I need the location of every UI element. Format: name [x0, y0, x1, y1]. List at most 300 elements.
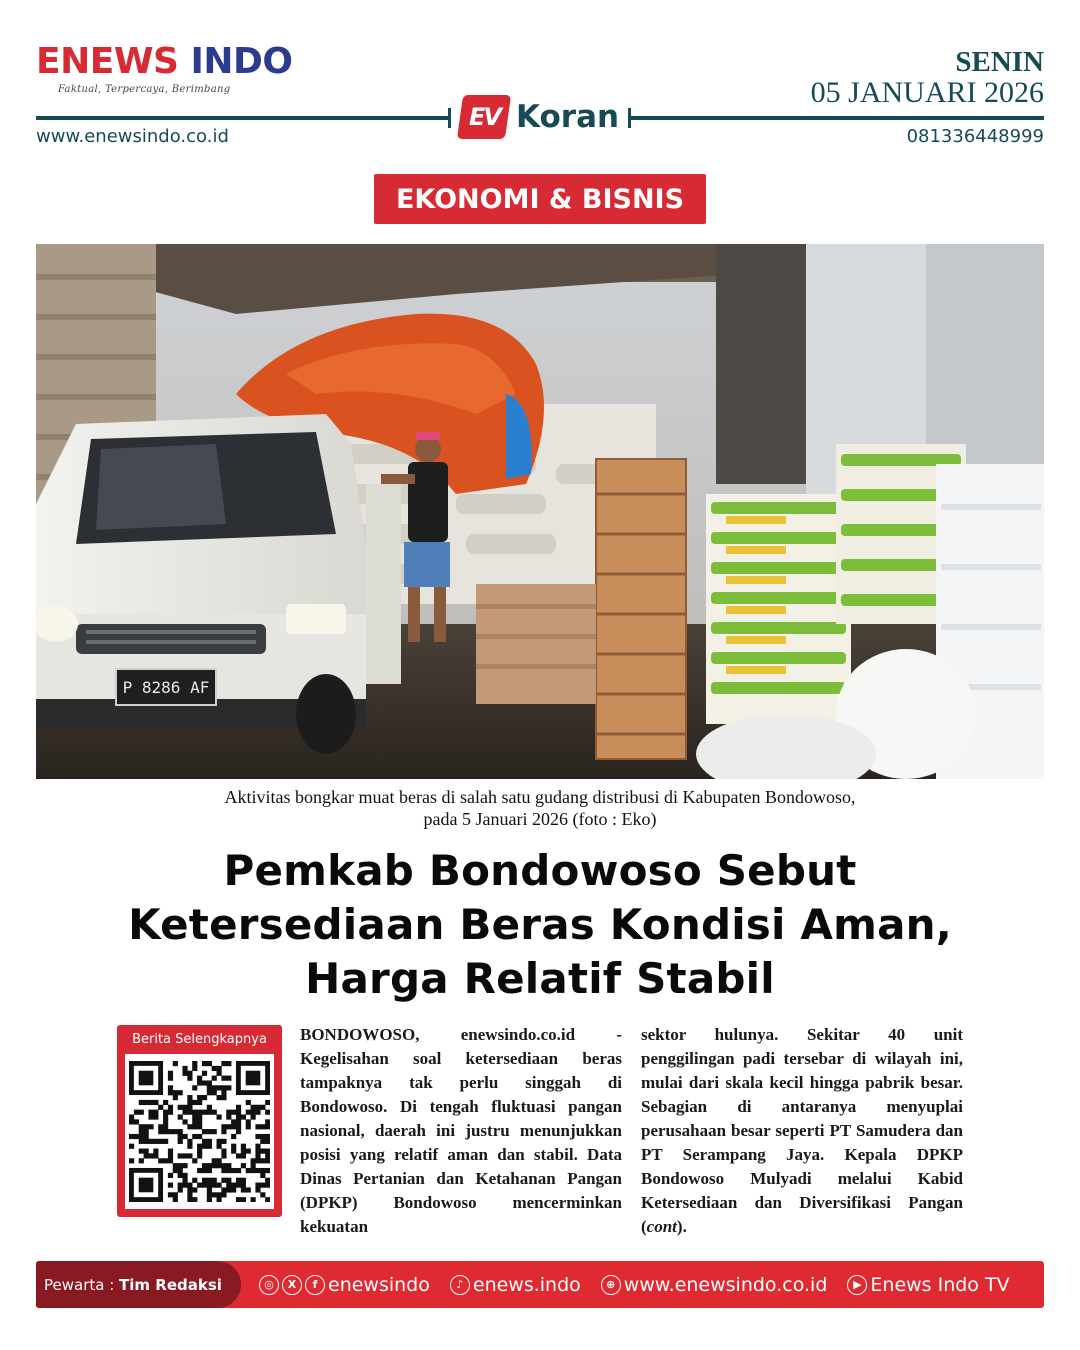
qr-module — [241, 1163, 246, 1168]
qr-module — [202, 1183, 207, 1188]
headline-line3: Harga Relatif Stabil — [305, 954, 775, 1003]
qr-module — [260, 1139, 265, 1144]
qr-module — [148, 1100, 153, 1105]
qr-module — [241, 1144, 246, 1149]
qr-module — [187, 1110, 192, 1115]
qr-module — [168, 1085, 173, 1090]
footer-website[interactable]: www.enewsindo.co.id — [623, 1273, 828, 1296]
qr-module — [212, 1076, 217, 1081]
qr-module — [178, 1090, 183, 1095]
qr-module — [217, 1197, 222, 1202]
qr-module — [212, 1178, 217, 1183]
qr-module — [182, 1105, 187, 1110]
qr-module — [139, 1100, 144, 1105]
qr-module — [260, 1149, 265, 1154]
qr-finder — [246, 1071, 261, 1086]
qr-module — [197, 1080, 202, 1085]
qr-module — [221, 1085, 226, 1090]
qr-module — [221, 1192, 226, 1197]
qr-module — [187, 1105, 192, 1110]
qr-module — [236, 1183, 241, 1188]
qr-module — [207, 1139, 212, 1144]
qr-module — [197, 1110, 202, 1115]
qr-module — [178, 1105, 183, 1110]
qr-module — [246, 1168, 251, 1173]
qr-module — [192, 1100, 197, 1105]
qr-module — [182, 1119, 187, 1124]
qr-module — [260, 1105, 265, 1110]
qr-module — [202, 1110, 207, 1115]
qr-module — [148, 1114, 153, 1119]
qr-module — [236, 1114, 241, 1119]
qr-module — [168, 1076, 173, 1081]
qr-module — [202, 1139, 207, 1144]
qr-module — [148, 1153, 153, 1158]
qr-module — [202, 1168, 207, 1173]
qr-module — [187, 1153, 192, 1158]
qr-module — [163, 1158, 168, 1163]
issue-date — [811, 48, 1044, 108]
reporter-name: Tim Redaksi — [119, 1275, 222, 1294]
phone-number: 081336448999 — [906, 126, 1044, 147]
brand-name — [36, 41, 293, 82]
qr-module — [187, 1139, 192, 1144]
divider-cap-left — [448, 108, 451, 128]
qr-module — [255, 1149, 260, 1154]
youtube-icon[interactable]: ▶ — [847, 1275, 867, 1295]
qr-module — [265, 1153, 270, 1158]
qr-module — [265, 1119, 270, 1124]
qr-module — [129, 1134, 134, 1139]
qr-module — [255, 1168, 260, 1173]
qr-module — [236, 1110, 241, 1115]
qr-module — [221, 1149, 226, 1154]
qr-module — [144, 1139, 149, 1144]
qr-module — [173, 1192, 178, 1197]
qr-module — [192, 1134, 197, 1139]
qr-module — [241, 1178, 246, 1183]
qr-module — [178, 1163, 183, 1168]
qr-module — [207, 1110, 212, 1115]
qr-module — [173, 1129, 178, 1134]
qr-module — [217, 1071, 222, 1076]
qr-module — [241, 1114, 246, 1119]
qr-module — [182, 1173, 187, 1178]
article-column-1: BONDOWOSO, enewsindo.co.id - Kegelisahan soal ketersediaan beras tampaknya tak perlu singgah di Bondowoso. Di tengah fluktuasi pangan nasional, daerah ini justru menunjukkan posisi yang relatif aman dan stabil. Data Dinas Pertanian dan Ketahanan Pangan (DPKP) Bondowoso mencerminkan kekuatan — [300, 1025, 622, 1236]
qr-module — [236, 1168, 241, 1173]
qr-module — [168, 1110, 173, 1115]
qr-module — [187, 1124, 192, 1129]
qr-module — [158, 1129, 163, 1134]
qr-module — [207, 1187, 212, 1192]
qr-module — [265, 1158, 270, 1163]
instagram-icon[interactable]: ◎ — [259, 1275, 279, 1295]
category-badge: EKONOMI & BISNIS — [374, 174, 706, 224]
qr-module — [226, 1110, 231, 1115]
qr-module — [148, 1110, 153, 1115]
tiktok-icon[interactable]: ♪ — [450, 1275, 470, 1295]
qr-module — [207, 1168, 212, 1173]
qr-module — [192, 1085, 197, 1090]
qr-finder — [139, 1071, 154, 1086]
qr-module — [197, 1114, 202, 1119]
qr-module — [221, 1061, 226, 1066]
qr-module — [207, 1163, 212, 1168]
qr-module — [207, 1129, 212, 1134]
qr-module — [231, 1187, 236, 1192]
qr-module — [221, 1095, 226, 1100]
qr-module — [197, 1095, 202, 1100]
tiktok-link[interactable] — [450, 1274, 581, 1296]
photo-caption-line2: pada 5 Januari 2026 (foto : Eko) — [423, 809, 657, 829]
qr-module — [265, 1183, 270, 1188]
qr-module — [265, 1149, 270, 1154]
qr-module — [163, 1139, 168, 1144]
qr-module — [255, 1134, 260, 1139]
qr-code-icon[interactable] — [125, 1054, 274, 1209]
facebook-icon[interactable]: f — [305, 1275, 325, 1295]
qr-code-panel[interactable] — [117, 1025, 282, 1217]
qr-module — [182, 1183, 187, 1188]
qr-module — [129, 1158, 134, 1163]
qr-module — [246, 1187, 251, 1192]
qr-module — [158, 1124, 163, 1129]
youtube-channel[interactable]: Enews Indo TV — [870, 1273, 1010, 1296]
qr-module — [197, 1144, 202, 1149]
qr-module — [255, 1183, 260, 1188]
qr-module — [202, 1071, 207, 1076]
qr-module — [197, 1124, 202, 1129]
qr-module — [255, 1144, 260, 1149]
qr-module — [173, 1163, 178, 1168]
qr-module — [197, 1100, 202, 1105]
qr-module — [226, 1124, 231, 1129]
qr-module — [217, 1144, 222, 1149]
qr-module — [255, 1105, 260, 1110]
qr-module — [158, 1158, 163, 1163]
qr-module — [212, 1066, 217, 1071]
qr-module — [178, 1183, 183, 1188]
qr-module — [168, 1173, 173, 1178]
qr-module — [153, 1153, 158, 1158]
qr-module — [202, 1178, 207, 1183]
qr-module — [212, 1129, 217, 1134]
qr-module — [217, 1139, 222, 1144]
qr-module — [134, 1119, 139, 1124]
qr-module — [212, 1085, 217, 1090]
qr-module — [178, 1129, 183, 1134]
qr-module — [153, 1110, 158, 1115]
qr-module — [182, 1066, 187, 1071]
qr-module — [192, 1119, 197, 1124]
divider-cap-right — [628, 108, 631, 128]
qr-module — [187, 1076, 192, 1081]
brand-name-part1: ENEWS — [36, 41, 179, 82]
qr-module — [241, 1153, 246, 1158]
qr-module — [255, 1158, 260, 1163]
qr-module — [182, 1178, 187, 1183]
qr-module — [144, 1129, 149, 1134]
qr-module — [182, 1163, 187, 1168]
divider-right — [630, 116, 1044, 120]
qr-module — [265, 1110, 270, 1115]
qr-module — [207, 1183, 212, 1188]
qr-module — [129, 1114, 134, 1119]
qr-module — [192, 1197, 197, 1202]
qr-module — [168, 1105, 173, 1110]
qr-module — [202, 1129, 207, 1134]
qr-module — [168, 1149, 173, 1154]
qr-module — [231, 1149, 236, 1154]
qr-module — [207, 1061, 212, 1066]
qr-module — [139, 1129, 144, 1134]
youtube-link[interactable] — [847, 1274, 1009, 1296]
qr-module — [260, 1173, 265, 1178]
qr-module — [221, 1124, 226, 1129]
qr-module — [187, 1192, 192, 1197]
qr-module — [255, 1124, 260, 1129]
qr-module — [221, 1090, 226, 1095]
reporter-credit — [36, 1261, 241, 1308]
qr-module — [251, 1197, 256, 1202]
qr-module — [221, 1076, 226, 1081]
qr-module — [148, 1124, 153, 1129]
qr-module — [260, 1158, 265, 1163]
issue-date-full: 05 JANUARI 2026 — [810, 76, 1044, 109]
qr-module — [148, 1139, 153, 1144]
qr-module — [217, 1163, 222, 1168]
qr-module — [192, 1061, 197, 1066]
qr-module — [178, 1114, 183, 1119]
qr-module — [207, 1192, 212, 1197]
qr-module — [236, 1197, 241, 1202]
website-link[interactable] — [601, 1274, 828, 1296]
qr-module — [144, 1134, 149, 1139]
qr-module — [192, 1110, 197, 1115]
qr-module — [187, 1095, 192, 1100]
qr-module — [158, 1105, 163, 1110]
license-plate-text: P 8286 AF — [122, 678, 210, 697]
qr-module — [221, 1178, 226, 1183]
headline-line2: Ketersediaan Beras Kondisi Aman, — [128, 900, 952, 949]
qr-module — [134, 1110, 139, 1115]
qr-module — [163, 1124, 168, 1129]
qr-module — [153, 1114, 158, 1119]
qr-module — [207, 1178, 212, 1183]
qr-module — [173, 1061, 178, 1066]
qr-module — [202, 1061, 207, 1066]
article-column-2-text: sektor hulunya. Sekitar 40 unit penggilingan padi tersebar di wilayah ini, mulai dari skala kecil hingga pabrik besar. Sebagian di antaranya menyuplai perusahaan besar seperti PT Samudera dan PT Serampang Jaya. Kepala DPKP Bondowoso Mulyadi melalui Kabid Ketersediaan dan Diversifikasi Pangan ( — [641, 1025, 963, 1236]
qr-module — [217, 1085, 222, 1090]
qr-module — [236, 1105, 241, 1110]
qr-module — [231, 1110, 236, 1115]
qr-module — [251, 1168, 256, 1173]
qr-module — [168, 1090, 173, 1095]
qr-module — [153, 1139, 158, 1144]
qr-module — [187, 1187, 192, 1192]
qr-module — [241, 1197, 246, 1202]
qr-module — [221, 1163, 226, 1168]
social-handle-group[interactable] — [259, 1274, 430, 1296]
qr-module — [192, 1158, 197, 1163]
qr-module — [134, 1134, 139, 1139]
article-photo — [36, 244, 1044, 779]
qr-module — [217, 1114, 222, 1119]
qr-module — [226, 1076, 231, 1081]
photo-caption-line1: Aktivitas bongkar muat beras di salah satu gudang distribusi di Kabupaten Bondowoso, — [224, 787, 856, 807]
qr-module — [246, 1149, 251, 1154]
qr-module — [217, 1192, 222, 1197]
qr-module — [173, 1168, 178, 1173]
qr-module — [168, 1192, 173, 1197]
qr-module — [197, 1168, 202, 1173]
qr-module — [178, 1139, 183, 1144]
article-column-2 — [641, 1023, 963, 1239]
qr-module — [236, 1124, 241, 1129]
qr-module — [260, 1192, 265, 1197]
qr-module — [221, 1129, 226, 1134]
qr-label: Berita Selengkapnya — [132, 1032, 267, 1047]
qr-module — [241, 1149, 246, 1154]
qr-module — [192, 1187, 197, 1192]
brand-name-part2: INDO — [190, 41, 293, 82]
qr-module — [192, 1066, 197, 1071]
qr-finder — [139, 1178, 154, 1193]
article-headline — [36, 844, 1044, 1006]
qr-module — [187, 1197, 192, 1202]
qr-module — [192, 1114, 197, 1119]
qr-module — [251, 1110, 256, 1115]
qr-module — [187, 1144, 192, 1149]
qr-module — [217, 1066, 222, 1071]
qr-module — [265, 1139, 270, 1144]
qr-module — [139, 1110, 144, 1115]
qr-module — [158, 1139, 163, 1144]
qr-module — [217, 1095, 222, 1100]
qr-module — [236, 1119, 241, 1124]
qr-module — [129, 1119, 134, 1124]
qr-module — [178, 1153, 183, 1158]
qr-module — [182, 1110, 187, 1115]
qr-module — [153, 1100, 158, 1105]
qr-module — [197, 1153, 202, 1158]
qr-module — [168, 1071, 173, 1076]
qr-module — [212, 1163, 217, 1168]
qr-module — [231, 1144, 236, 1149]
qr-module — [246, 1100, 251, 1105]
qr-module — [212, 1158, 217, 1163]
qr-module — [231, 1183, 236, 1188]
reporter-label: Pewarta : — [44, 1275, 115, 1294]
qr-module — [207, 1197, 212, 1202]
qr-module — [260, 1134, 265, 1139]
divider-left — [36, 116, 450, 120]
qr-module — [163, 1119, 168, 1124]
qr-module — [178, 1173, 183, 1178]
footer-bar — [36, 1261, 1044, 1308]
ev-logo-icon — [457, 95, 511, 139]
qr-module — [192, 1124, 197, 1129]
qr-module — [251, 1105, 256, 1110]
qr-module — [182, 1153, 187, 1158]
qr-module — [246, 1124, 251, 1129]
qr-module — [251, 1114, 256, 1119]
qr-module — [163, 1100, 168, 1105]
qr-module — [265, 1134, 270, 1139]
qr-module — [187, 1071, 192, 1076]
qr-module — [144, 1153, 149, 1158]
qr-module — [251, 1158, 256, 1163]
qr-module — [226, 1187, 231, 1192]
qr-module — [217, 1158, 222, 1163]
qr-module — [221, 1153, 226, 1158]
qr-module — [251, 1163, 256, 1168]
edition-label: Koran — [516, 99, 620, 135]
qr-module — [144, 1124, 149, 1129]
qr-module — [226, 1085, 231, 1090]
qr-module — [231, 1134, 236, 1139]
x-icon[interactable]: X — [282, 1275, 302, 1295]
social-handle[interactable]: enewsindo — [328, 1273, 430, 1296]
qr-module — [226, 1168, 231, 1173]
qr-module — [226, 1163, 231, 1168]
qr-module — [202, 1163, 207, 1168]
qr-module — [260, 1168, 265, 1173]
qr-module — [178, 1187, 183, 1192]
qr-module — [212, 1090, 217, 1095]
qr-module — [255, 1153, 260, 1158]
qr-module — [255, 1187, 260, 1192]
photo-caption — [36, 786, 1044, 830]
website-url[interactable]: www.enewsindo.co.id — [36, 126, 229, 147]
qr-module — [168, 1153, 173, 1158]
globe-icon[interactable]: ⊕ — [601, 1275, 621, 1295]
qr-module — [231, 1119, 236, 1124]
qr-module — [178, 1168, 183, 1173]
qr-module — [212, 1110, 217, 1115]
qr-module — [236, 1178, 241, 1183]
tiktok-handle[interactable]: enews.indo — [472, 1273, 581, 1296]
qr-module — [217, 1183, 222, 1188]
qr-module — [202, 1144, 207, 1149]
article-column-2-end: ). — [676, 1217, 687, 1236]
qr-module — [241, 1187, 246, 1192]
qr-module — [260, 1183, 265, 1188]
qr-module — [168, 1183, 173, 1188]
qr-module — [226, 1061, 231, 1066]
qr-module — [202, 1095, 207, 1100]
qr-module — [139, 1134, 144, 1139]
pickup-truck — [36, 414, 401, 754]
qr-module — [265, 1178, 270, 1183]
qr-module — [265, 1100, 270, 1105]
qr-module — [221, 1168, 226, 1173]
qr-module — [221, 1187, 226, 1192]
qr-module — [236, 1153, 241, 1158]
qr-module — [231, 1168, 236, 1173]
qr-module — [246, 1110, 251, 1115]
qr-module — [182, 1134, 187, 1139]
qr-module — [168, 1158, 173, 1163]
qr-module — [207, 1080, 212, 1085]
qr-module — [197, 1076, 202, 1081]
qr-module — [197, 1183, 202, 1188]
qr-module — [187, 1100, 192, 1105]
qr-module — [236, 1129, 241, 1134]
qr-module — [197, 1134, 202, 1139]
qr-module — [192, 1178, 197, 1183]
qr-module — [187, 1183, 192, 1188]
